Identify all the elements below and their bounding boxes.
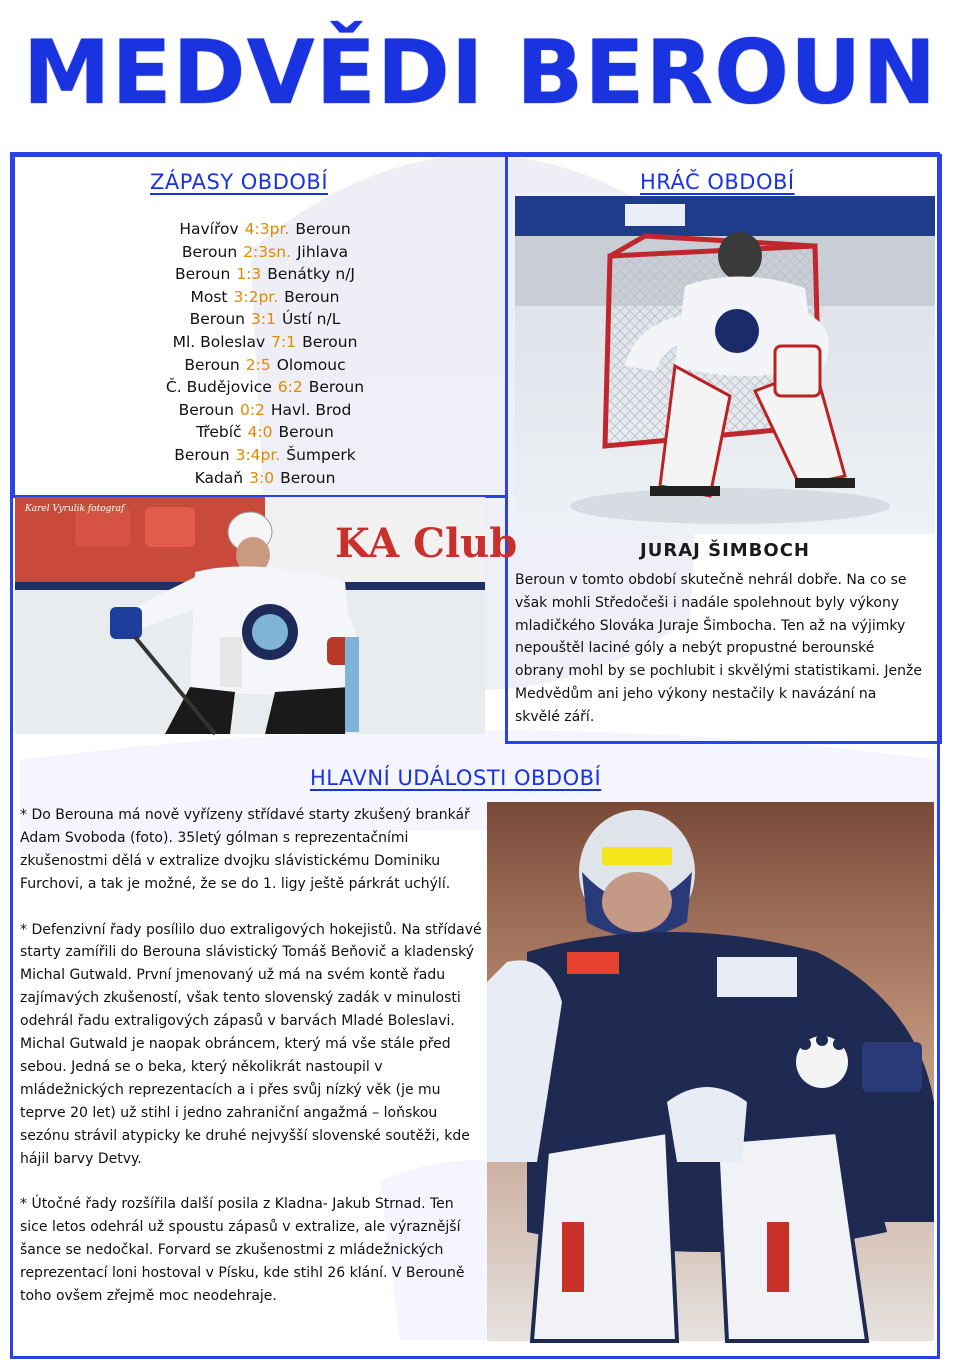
away-team: Beroun <box>280 468 336 487</box>
home-team: Beroun <box>189 310 245 329</box>
home-team: Kadaň <box>194 468 244 487</box>
match-result-row <box>20 399 510 422</box>
away-team: Šumperk <box>286 445 356 464</box>
away-team: Olomouc <box>276 355 346 374</box>
match-score: 0:2 <box>239 400 265 419</box>
player-name: JURAJ ŠIMBOCH <box>640 540 810 561</box>
events-list <box>20 804 482 1331</box>
match-score: 3:4pr. <box>235 445 281 464</box>
match-result-row <box>20 263 510 286</box>
away-team: Havl. Brod <box>270 400 352 419</box>
away-team: Beroun <box>295 220 351 238</box>
player-heading: HRÁČ OBDOBÍ <box>640 170 795 194</box>
match-score: 6:2 <box>277 378 303 397</box>
home-team: Č. Budějovice <box>165 378 272 397</box>
match-score: 3:2pr. <box>233 287 279 306</box>
away-team: Beroun <box>308 378 365 397</box>
match-result-row <box>20 218 510 241</box>
matches-heading: ZÁPASY OBDOBÍ <box>150 170 329 194</box>
match-score: 3:1 <box>250 310 276 329</box>
home-team: Beroun <box>174 265 231 284</box>
match-score: 4:0 <box>247 423 273 442</box>
away-team: Beroun <box>302 332 358 351</box>
rink-board-text: KA Club <box>335 520 518 567</box>
match-score: 4:3pr. <box>244 220 290 238</box>
match-score: 1:3 <box>236 265 262 284</box>
home-team: Beroun <box>174 445 230 464</box>
goalie-photo <box>515 196 935 534</box>
event-item: * Defenzivní řady posílilo duo extraligových hokejistů. Na střídavé starty zamířili do Berouna slávistický Tomáš Beňovič a kladenský Michal Gutwald. První jmenovaný už má na svém kontě řadu zajímavých zkušeností, však tento slovenský zadák v minulosti odehrál řadu extraligových zápasů v barvách Mladé Boleslavi. Michal Gutwald je naopak obráncem, který má vše stále před sebou. Jedná se o beka, který několikrát nastoupil v mládežnických reprezentacích a i přes svůj nízký věk (je mu teprve 20 let) už stihl i jedno zahraniční angažmá – loňskou sezónu strávil atypicky ke druhé nejvyšší slovenské soutěži, kde hájil barvy Detvy. <box>20 921 482 1167</box>
away-team: Beroun <box>278 423 334 442</box>
match-result-row <box>20 421 510 444</box>
match-result-row <box>20 376 510 399</box>
match-result-row <box>20 354 510 377</box>
match-result-row <box>20 467 510 490</box>
away-team: Benátky n/J <box>267 265 355 284</box>
match-score: 3:0 <box>249 468 275 487</box>
photo-credit: Karel Vyrulik fotograf <box>25 504 125 514</box>
match-result-row <box>20 308 510 331</box>
away-team: Beroun <box>284 287 340 306</box>
match-score: 2:3sn. <box>243 242 291 261</box>
match-result-row <box>20 444 510 467</box>
player-description: Beroun v tomto období skutečně nehrál dobře. Na co se však mohli Středočeši i nadále spolehnout byly výkony mladičkého Slováka Juraje Šimbocha. Ten až na výjimky nepouštěl laciné góly a nebýt propustné berounské obrany mohl by se pochlubit i skvělými statistikami. Jenže Medvědům ani jeho výkony nestačily k navázání na skvělé září. <box>515 572 922 725</box>
home-team: Beroun <box>184 355 240 374</box>
match-results-list <box>20 218 510 489</box>
home-team: Most <box>190 287 228 306</box>
match-score: 7:1 <box>271 332 297 351</box>
event-item: * Do Berouna má nově vyřízeny střídavé starty zkušený brankář Adam Svoboda (foto). 35letý gólman s reprezentačními zkušenostmi dělá v extralize dvojku slávistickému Dominiku Furchovi, a tak je možné, že se do 1. ligy ještě párkrát uchýlí. <box>20 807 470 892</box>
home-team: Beroun <box>181 242 238 261</box>
away-team: Ústí n/L <box>281 310 341 329</box>
home-team: Beroun <box>178 400 234 419</box>
match-result-row <box>20 286 510 309</box>
event-item: * Útočné řady rozšířila další posila z Kladna- Jakub Strnad. Ten sice letos odehrál už spoustu zápasů v extralize, ale výraznější šance se nedočkal. Forvard se zkušenostmi z mládežnických reprezentací loni hostoval v Písku, kde stihl 26 klání. V Berouně toho ovšem zřejmě moc neodehraje. <box>20 1196 465 1304</box>
skater-photo <box>15 497 518 734</box>
adam-svoboda-photo <box>487 802 934 1341</box>
match-result-row <box>20 331 510 354</box>
match-score: 2:5 <box>245 355 271 374</box>
home-team: Třebíč <box>196 423 242 442</box>
page-title: MEDVĚDI BEROUN <box>22 21 938 124</box>
home-team: Ml. Boleslav <box>172 332 266 351</box>
away-team: Jihlava <box>296 242 349 261</box>
events-heading: HLAVNÍ UDÁLOSTI OBDOBÍ <box>310 766 602 790</box>
match-result-row <box>20 241 510 264</box>
home-team: Havířov <box>179 220 239 238</box>
